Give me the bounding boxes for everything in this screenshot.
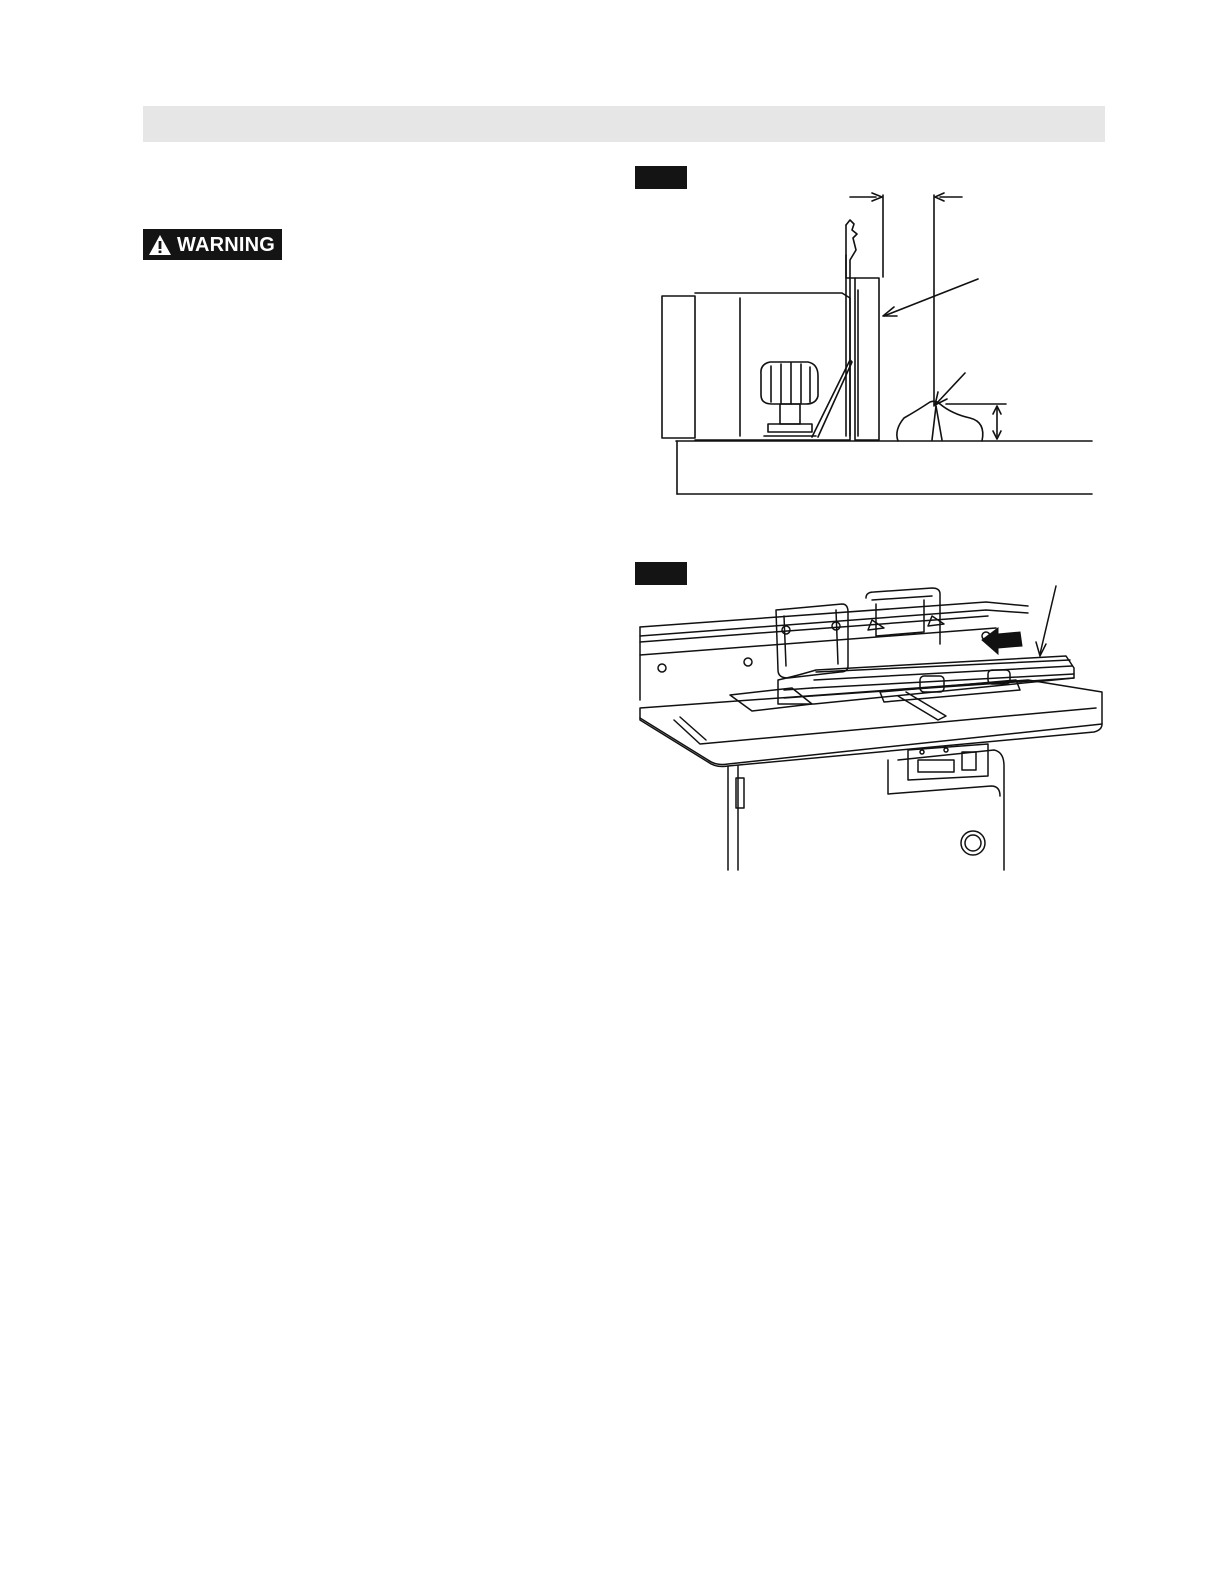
fence-face [846,255,879,440]
router-bit [897,401,983,441]
leader-arrow-bit [935,373,965,405]
figure-2-router-table-view [636,580,1110,875]
power-switch-box [908,744,988,780]
leader-arrow-workpiece [1036,586,1056,656]
router-table-surface [640,680,1102,767]
fence-bracket [812,220,857,437]
router-table-top [676,441,1092,494]
figure-1-tab [635,166,687,189]
leader-arrow-fence [883,279,978,316]
fence-knob [761,362,818,436]
warning-label: WARNING [177,233,276,256]
height-dimension-lines [946,404,1006,439]
offset-dimension-lines [850,193,962,406]
section-header-bar [143,106,1105,142]
warning-triangle-icon [148,234,172,256]
insert-plate [730,688,812,711]
figure-1-fence-side-view [640,190,1110,510]
warning-badge [143,229,282,260]
